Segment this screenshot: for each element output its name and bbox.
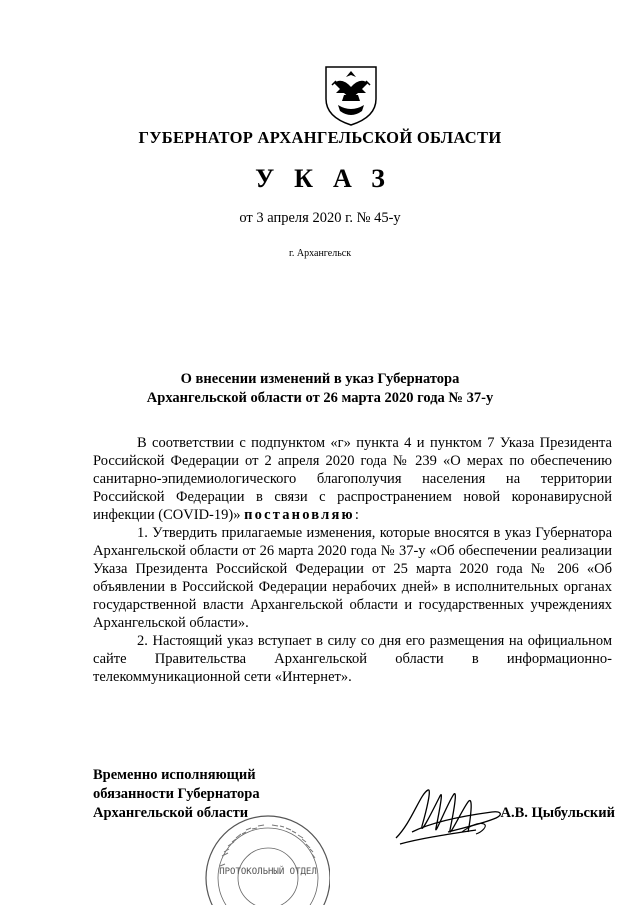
document-body (93, 434, 612, 686)
document-city: г. Архангельск (288, 248, 352, 259)
subject-line-2: Архангельской области от 26 марта 2020 года № 37-у (146, 390, 494, 406)
document-subject (0, 370, 640, 408)
governor-title: ГУБЕРНАТОР АРХАНГЕЛЬСКОЙ ОБЛАСТИ (138, 128, 502, 147)
signatory-name: А.В. Цыбульский (500, 805, 615, 821)
preamble-text: В соответствии с подпунктом «г» пункта 4 и пунктом 7 Указа Президента Российской Федерации от 2 апреля 2020 года № 239 «О мерах по обеспечению санитарно-эпидемиологического благополучия населения на территории Российской Федерации в связи с распространением новой коронавирусной инфекции (COVID-19)» (93, 435, 612, 523)
position-line-1: Временно исполняющий (93, 767, 256, 783)
document-date-number: от 3 апреля 2020 г. № 45-у (239, 210, 401, 226)
decree-colon: : (354, 507, 359, 523)
subject-line-1: О внесении изменений в указ Губернатора (180, 371, 460, 387)
stamp-text: ПРОТОКОЛЬНЫЙ ОТДЕЛ (219, 867, 317, 877)
decree-word: постановляю (244, 507, 355, 523)
position-line-2: обязанности Губернатора (93, 786, 260, 802)
document-type: УКАЗ (255, 164, 405, 193)
item-2-paragraph: 2. Настоящий указ вступает в силу со дня его размещения на официальном сайте Правительства Архангельской области в информационно-телекоммуникационной сети «Интернет». (93, 633, 612, 685)
round-seal-stamp-icon (200, 808, 330, 905)
preamble-paragraph (93, 434, 612, 524)
coat-of-arms-icon (322, 63, 380, 127)
item-1-paragraph: 1. Утвердить прилагаемые изменения, которые вносятся в указ Губернатора Архангельской области от 26 марта 2020 года № 37-у «Об обеспечении реализации Указа Президента Российской Федерации от 25 марта 2020 года № 206 «Об объявлении в Российской Федерации нерабочих дней» в исполнительных органах государственной власти Архангельской области и государственных учреждениях Архангельской области». (93, 525, 612, 631)
position-line-3: Архангельской области (93, 805, 249, 821)
